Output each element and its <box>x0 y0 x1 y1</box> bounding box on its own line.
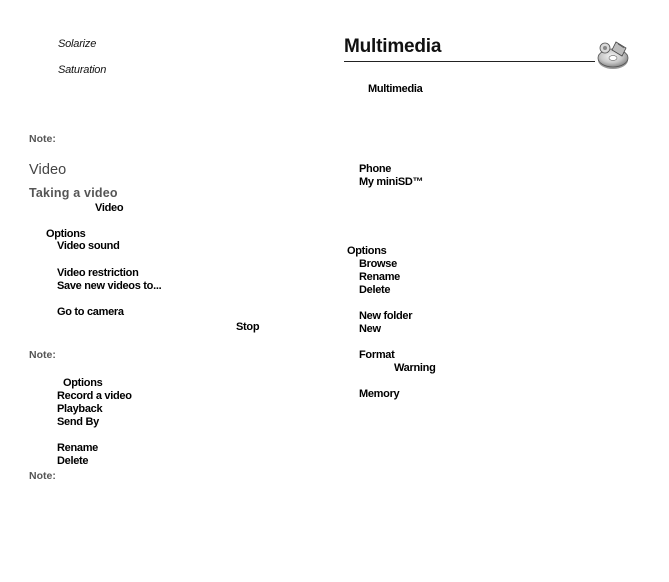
menu-term-browse: Browse <box>359 258 397 270</box>
menu-term-delete: Delete <box>359 284 391 296</box>
menu-term-warning: Warning <box>394 362 436 374</box>
menu-term-go-to-camera: Go to camera <box>57 306 124 318</box>
chapter-title: Multimedia <box>344 36 442 57</box>
menu-term-delete: Delete <box>57 455 89 467</box>
subsection-title-taking-video: Taking a video <box>29 186 118 200</box>
menu-term-video: Video <box>95 202 124 214</box>
chapter-title-rule <box>344 61 595 62</box>
menu-term-rename: Rename <box>359 271 400 283</box>
menu-term-my-minisd: My miniSD™ <box>359 176 424 188</box>
note-label: Note: <box>29 349 56 361</box>
menu-term-options: Options <box>63 377 103 389</box>
menu-term-phone: Phone <box>359 163 392 175</box>
menu-term-new-folder: New folder <box>359 310 413 322</box>
menu-term-multimedia: Multimedia <box>368 83 423 95</box>
menu-term-record-video: Record a video <box>57 390 132 402</box>
note-label: Note: <box>29 470 56 482</box>
note-label: Note: <box>29 133 56 145</box>
menu-term-playback: Playback <box>57 403 103 415</box>
menu-term-stop: Stop <box>236 321 260 333</box>
multimedia-disc-icon <box>596 38 632 72</box>
menu-term-format: Format <box>359 349 395 361</box>
solarize-label: Solarize <box>58 38 97 50</box>
menu-term-new: New <box>359 323 381 335</box>
menu-term-video-restriction: Video restriction <box>57 267 139 279</box>
menu-term-rename: Rename <box>57 442 98 454</box>
menu-term-memory: Memory <box>359 388 400 400</box>
menu-term-send-by: Send By <box>57 416 99 428</box>
menu-term-options: Options <box>46 228 86 240</box>
menu-term-video-sound: Video sound <box>57 240 120 252</box>
menu-term-save-new-videos: Save new videos to... <box>57 280 162 292</box>
menu-term-options: Options <box>347 245 387 257</box>
section-title-video: Video <box>29 162 67 178</box>
saturation-label: Saturation <box>58 64 107 76</box>
